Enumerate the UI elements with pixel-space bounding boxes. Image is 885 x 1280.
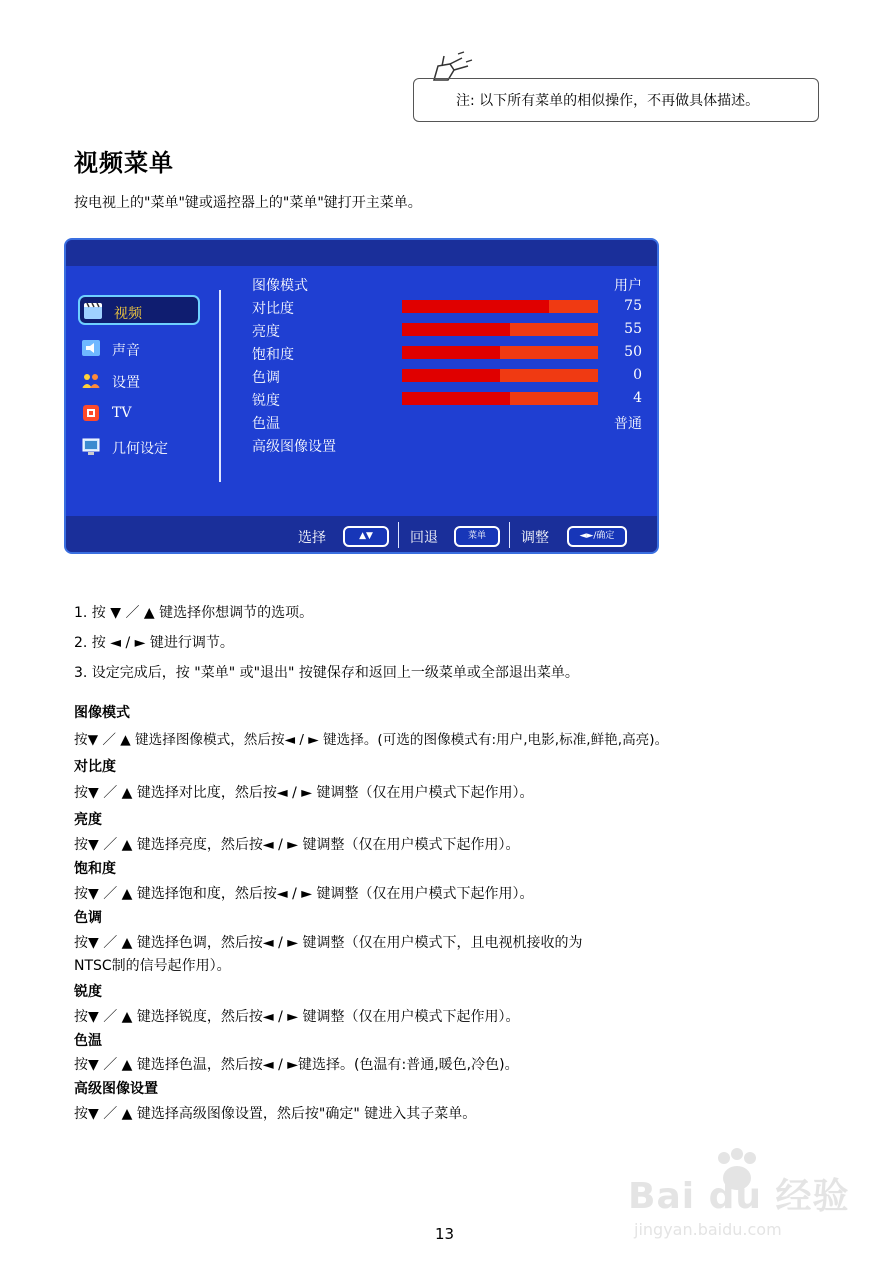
- menu-row-value: 用户: [614, 278, 642, 294]
- menu-row-label: 高级图像设置: [252, 439, 336, 455]
- page-number: 13: [435, 1225, 455, 1243]
- note-text: 注: 以下所有菜单的相似操作，不再做具体描述。: [456, 93, 760, 109]
- step-3: 3. 设定完成后，按 "菜单" 或"退出" 按键保存和返回上一级菜单或全部退出菜单。: [74, 665, 579, 681]
- hint-separator: [509, 522, 510, 548]
- hint-select-button[interactable]: ▲▼: [343, 526, 389, 547]
- section-text: 按▼ ／ ▲ 键选择图像模式，然后按◄ / ► 键选择。(可选的图像模式有:用户,电影,标准,鲜艳,高亮)。: [74, 732, 669, 748]
- menu-row-value: 0: [633, 367, 642, 383]
- menu-top-bar: [66, 240, 657, 266]
- section-text: NTSC制的信号起作用）。: [74, 958, 231, 974]
- sidebar-label: 设置: [112, 375, 140, 391]
- menu-row-contrast[interactable]: [252, 296, 642, 318]
- level-bar-fill: [402, 300, 549, 313]
- level-bar-fill: [402, 369, 500, 382]
- section-text: 按▼ ／ ▲ 键选择色调，然后按◄ / ► 键调整（仅在用户模式下，且电视机接收的为: [74, 935, 583, 951]
- section-text: 按▼ ／ ▲ 键选择锐度，然后按◄ / ► 键调整（仅在用户模式下起作用）。: [74, 1009, 520, 1025]
- hint-separator: [398, 522, 399, 548]
- level-bar[interactable]: [402, 323, 598, 336]
- section-text: 按▼ ／ ▲ 键选择对比度，然后按◄ / ► 键调整（仅在用户模式下起作用）。: [74, 785, 534, 801]
- hint-select-label: 选择: [298, 530, 326, 546]
- menu-row-value: 4: [633, 390, 642, 406]
- sidebar-item-sound[interactable]: [78, 334, 200, 364]
- menu-row-sharpness[interactable]: [252, 388, 642, 410]
- intro-text: 按电视上的"菜单"键或遥控器上的"菜单"键打开主菜单。: [74, 195, 422, 211]
- menu-row-value: 50: [624, 344, 642, 360]
- menu-row-label: 锐度: [252, 393, 280, 409]
- sidebar-item-video[interactable]: [78, 295, 200, 325]
- menu-row-label: 饱和度: [252, 347, 294, 363]
- section-head-color-temp: 色温: [74, 1033, 102, 1049]
- sidebar-label: 视频: [114, 306, 142, 322]
- menu-row-label: 对比度: [252, 301, 294, 317]
- level-bar[interactable]: [402, 300, 598, 313]
- level-bar[interactable]: [402, 369, 598, 382]
- menu-row-label: 亮度: [252, 324, 280, 340]
- sidebar-label: 几何设定: [112, 441, 168, 457]
- section-head-advanced: 高级图像设置: [74, 1081, 158, 1097]
- section-head-saturation: 饱和度: [74, 861, 116, 877]
- menu-row-hue[interactable]: [252, 365, 642, 387]
- section-text: 按▼ ／ ▲ 键选择高级图像设置，然后按"确定" 键进入其子菜单。: [74, 1106, 477, 1122]
- level-bar-fill: [402, 346, 500, 359]
- note-box: [413, 78, 819, 122]
- section-text: 按▼ ／ ▲ 键选择饱和度，然后按◄ / ► 键调整（仅在用户模式下起作用）。: [74, 886, 534, 902]
- hint-back-button[interactable]: 菜单: [454, 526, 500, 547]
- menu-row-saturation[interactable]: [252, 342, 642, 364]
- sidebar-item-geometry[interactable]: [78, 432, 200, 462]
- section-title: 视频菜单: [74, 149, 174, 177]
- sidebar-label: TV: [112, 405, 132, 421]
- level-bar-fill: [402, 323, 510, 336]
- menu-row-value: 75: [624, 298, 642, 314]
- menu-row-label: 图像模式: [252, 278, 308, 294]
- level-bar[interactable]: [402, 346, 598, 359]
- sidebar-item-tv[interactable]: [78, 399, 200, 429]
- section-text: 按▼ ／ ▲ 键选择亮度，然后按◄ / ► 键调整（仅在用户模式下起作用）。: [74, 837, 520, 853]
- menu-row-brightness[interactable]: [252, 319, 642, 341]
- section-text: 按▼ ／ ▲ 键选择色温，然后按◄ / ►键选择。(色温有:普通,暖色,冷色)。: [74, 1057, 519, 1073]
- hint-back-label: 回退: [410, 530, 438, 546]
- hint-adjust-label: 调整: [521, 530, 549, 546]
- step-1: 1. 按 ▼ ／ ▲ 键选择你想调节的选项。: [74, 605, 314, 621]
- section-head-contrast: 对比度: [74, 759, 116, 775]
- step-2: 2. 按 ◄ / ► 键进行调节。: [74, 635, 234, 651]
- level-bar[interactable]: [402, 392, 598, 405]
- section-head-sharpness: 锐度: [74, 984, 102, 1000]
- baidu-watermark: [628, 1148, 850, 1248]
- tv-menu-screenshot: [64, 238, 659, 554]
- menu-row-label: 色温: [252, 416, 280, 432]
- section-head-picture-mode: 图像模式: [74, 705, 130, 721]
- level-bar-fill: [402, 392, 510, 405]
- sidebar-item-settings[interactable]: [78, 366, 200, 396]
- section-head-hue: 色调: [74, 910, 102, 926]
- menu-row-value: 普通: [614, 416, 642, 432]
- hint-adjust-button[interactable]: ◄►/确定: [567, 526, 627, 547]
- menu-row-picture-mode[interactable]: [252, 273, 642, 295]
- sound-icon: [82, 340, 100, 356]
- section-head-brightness: 亮度: [74, 812, 102, 828]
- menu-row-label: 色调: [252, 370, 280, 386]
- menu-row-advanced-picture[interactable]: [252, 434, 642, 456]
- menu-row-value: 55: [624, 321, 642, 337]
- settings-people-icon: [82, 372, 100, 388]
- menu-row-color-temp[interactable]: [252, 411, 642, 433]
- sidebar-label: 声音: [112, 343, 140, 359]
- video-clapper-icon: [84, 303, 102, 319]
- monitor-geometry-icon: [82, 438, 100, 456]
- menu-divider: [219, 290, 221, 482]
- watermark-logo-text: Bai du 经验: [628, 1176, 850, 1217]
- watermark-url: jingyan.baidu.com: [634, 1220, 782, 1239]
- tv-icon: [82, 405, 100, 421]
